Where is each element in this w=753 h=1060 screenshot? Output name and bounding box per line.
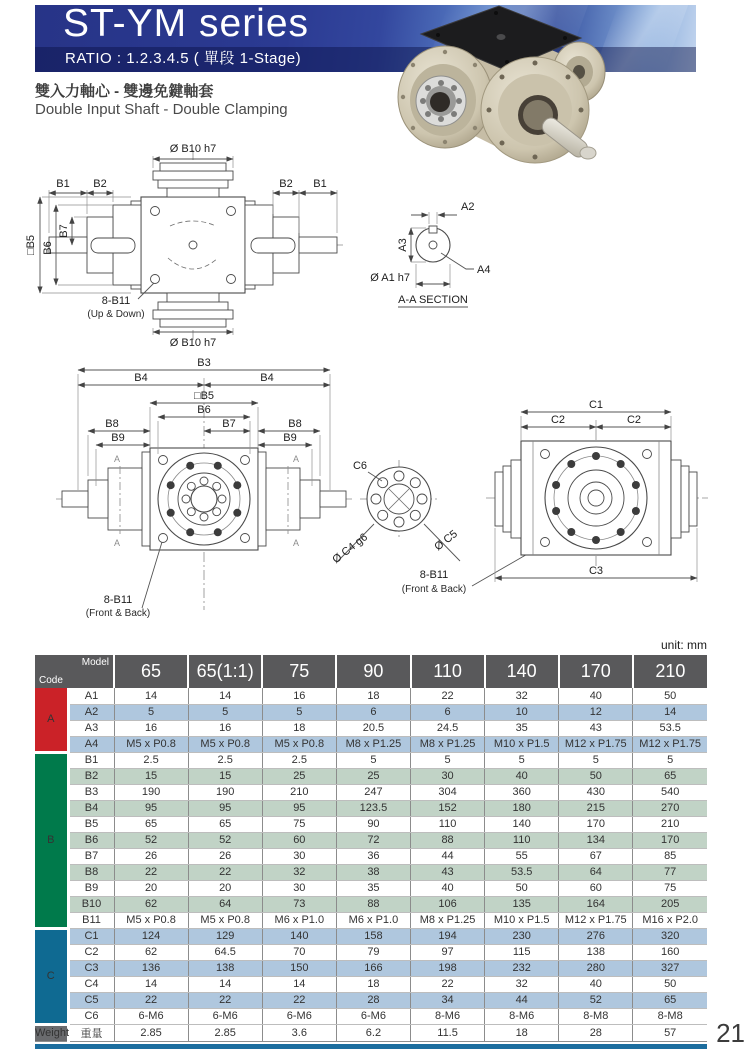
table-row xyxy=(35,976,707,992)
dim-label-b5: □B5 xyxy=(25,234,37,256)
cell-value: 276 xyxy=(559,928,633,944)
cell-value: 44 xyxy=(485,992,559,1008)
table-row xyxy=(35,768,707,784)
cell-value: 16 xyxy=(114,720,188,736)
cell-value: 28 xyxy=(336,992,410,1008)
cell-value: 20.5 xyxy=(336,720,410,736)
group-label-b: B xyxy=(35,752,68,928)
drawing-side-view xyxy=(486,399,708,582)
cell-value: 25 xyxy=(262,768,336,784)
cell-value: 75 xyxy=(262,816,336,832)
cell-value: 3.6 xyxy=(262,1024,336,1041)
cell-value: 6 xyxy=(336,704,410,720)
table-row xyxy=(35,928,707,944)
cell-value: 190 xyxy=(114,784,188,800)
weight-label: Weight xyxy=(35,1024,68,1041)
cell-value: 22 xyxy=(188,992,262,1008)
group-label-c: C xyxy=(35,928,68,1024)
cell-value: 5 xyxy=(633,752,707,768)
cell-value: 14 xyxy=(114,976,188,992)
cell-value: 170 xyxy=(559,816,633,832)
cell-value: 44 xyxy=(411,848,485,864)
cell-value: 106 xyxy=(411,896,485,912)
model-column-header: 110 xyxy=(411,655,485,688)
row-code: A4 xyxy=(68,736,114,752)
cell-value: 2.85 xyxy=(188,1024,262,1041)
dim-label-b5-front: □B5 xyxy=(193,390,215,402)
cell-value: 73 xyxy=(262,896,336,912)
row-code: B10 xyxy=(68,896,114,912)
cell-value: 70 xyxy=(262,944,336,960)
ratio-label: RATIO : 1.2.3.4.5 ( 單段 1-Stage) xyxy=(65,50,302,67)
cell-value: 95 xyxy=(114,800,188,816)
row-code: B6 xyxy=(68,832,114,848)
cut-plane-label: A xyxy=(114,454,121,464)
cell-value: M5 x P0.8 xyxy=(114,736,188,752)
bolt-note-side: 8-B11 xyxy=(419,569,449,581)
cell-value: M16 x P2.0 xyxy=(633,912,707,928)
cell-value: 2.85 xyxy=(114,1024,188,1041)
cell-value: 85 xyxy=(633,848,707,864)
cell-value: 88 xyxy=(336,896,410,912)
cell-value: 205 xyxy=(633,896,707,912)
cell-value: 36 xyxy=(336,848,410,864)
subtitle-english: Double Input Shaft - Double Clamping xyxy=(35,101,288,118)
drawing-top-view xyxy=(25,143,345,349)
model-column-header: 65 xyxy=(114,655,188,688)
cell-value: 129 xyxy=(188,928,262,944)
row-code: A2 xyxy=(68,704,114,720)
row-code: B1 xyxy=(68,752,114,768)
table-row xyxy=(35,832,707,848)
cell-value: 136 xyxy=(114,960,188,976)
dim-label-c5: Ø C5 xyxy=(432,528,460,554)
cell-value: 35 xyxy=(485,720,559,736)
cell-value: 43 xyxy=(559,720,633,736)
cell-value: 28 xyxy=(559,1024,633,1041)
bolt-note-side-2: (Front & Back) xyxy=(401,584,467,595)
cell-value: M12 x P1.75 xyxy=(559,736,633,752)
cell-value: 2.5 xyxy=(262,752,336,768)
table-header-row xyxy=(35,655,707,688)
cut-plane-label: A xyxy=(114,538,121,548)
cell-value: 16 xyxy=(262,688,336,704)
page-number: 21 xyxy=(716,1018,745,1048)
cell-value: 72 xyxy=(336,832,410,848)
cell-value: 138 xyxy=(188,960,262,976)
cell-value: 6.2 xyxy=(336,1024,410,1041)
cell-value: 360 xyxy=(485,784,559,800)
model-code-header xyxy=(35,655,114,688)
cell-value: 140 xyxy=(485,816,559,832)
row-code: C4 xyxy=(68,976,114,992)
cell-value: 5 xyxy=(336,752,410,768)
cell-value: 26 xyxy=(114,848,188,864)
cell-value: M5 x P0.8 xyxy=(188,736,262,752)
table-body xyxy=(35,688,707,1041)
dim-label-a1: Ø A1 h7 xyxy=(370,272,410,284)
cell-value: 158 xyxy=(336,928,410,944)
cell-value: M12 x P1.75 xyxy=(633,736,707,752)
row-code: C1 xyxy=(68,928,114,944)
cell-value: 22 xyxy=(114,992,188,1008)
cell-value: 166 xyxy=(336,960,410,976)
cell-value: 5 xyxy=(559,752,633,768)
cell-value: 22 xyxy=(114,864,188,880)
cell-value: 138 xyxy=(559,944,633,960)
cell-value: M8 x P1.25 xyxy=(411,736,485,752)
dim-label-a4: A4 xyxy=(477,264,491,276)
cell-value: 198 xyxy=(411,960,485,976)
cell-value: 65 xyxy=(114,816,188,832)
cell-value: 77 xyxy=(633,864,707,880)
cell-value: 5 xyxy=(188,704,262,720)
row-code: C3 xyxy=(68,960,114,976)
cell-value: 50 xyxy=(559,768,633,784)
cell-value: M5 x P0.8 xyxy=(262,736,336,752)
cell-value: 5 xyxy=(114,704,188,720)
cell-value: 30 xyxy=(262,848,336,864)
row-code: A1 xyxy=(68,688,114,704)
cell-value: 53.5 xyxy=(485,864,559,880)
technical-drawings xyxy=(0,138,753,643)
cell-value: 38 xyxy=(336,864,410,880)
dim-label-b7-front: B7 xyxy=(222,418,236,430)
cell-value: 18 xyxy=(336,688,410,704)
cell-value: 32 xyxy=(262,864,336,880)
cell-value: 180 xyxy=(485,800,559,816)
cell-value: 14 xyxy=(633,704,707,720)
cell-value: 64.5 xyxy=(188,944,262,960)
cut-plane-label: A xyxy=(293,538,300,548)
unit-label: unit: mm xyxy=(660,638,707,652)
cell-value: 5 xyxy=(485,752,559,768)
row-code: B4 xyxy=(68,800,114,816)
table-row xyxy=(35,704,707,720)
cell-value: M5 x P0.8 xyxy=(114,912,188,928)
row-code: B11 xyxy=(68,912,114,928)
cell-value: 210 xyxy=(633,816,707,832)
table-row xyxy=(35,896,707,912)
cell-value: 95 xyxy=(262,800,336,816)
table-row xyxy=(35,1008,707,1024)
dim-label-c1: C1 xyxy=(588,399,604,411)
drawing-aa-section xyxy=(370,201,490,307)
cell-value: 22 xyxy=(411,976,485,992)
cell-value: 210 xyxy=(262,784,336,800)
dim-label-a2: A2 xyxy=(461,201,475,213)
cell-value: M10 x P1.5 xyxy=(485,736,559,752)
weight-row xyxy=(35,1024,707,1041)
model-column-header: 210 xyxy=(633,655,707,688)
cell-value: 15 xyxy=(114,768,188,784)
cell-value: 170 xyxy=(633,832,707,848)
dim-label-b6: B6 xyxy=(42,241,54,255)
row-code: C6 xyxy=(68,1008,114,1024)
cell-value: 124 xyxy=(114,928,188,944)
row-code: B8 xyxy=(68,864,114,880)
cell-value: 52 xyxy=(188,832,262,848)
drawing-front-view xyxy=(56,357,352,619)
dim-label-b6-front: B6 xyxy=(197,404,211,416)
cell-value: 50 xyxy=(633,688,707,704)
dim-label-b9-left: B9 xyxy=(111,432,125,444)
dim-label-b10-bottom: Ø B10 h7 xyxy=(169,337,217,349)
series-title: ST-YM series xyxy=(63,5,310,45)
cell-value: 90 xyxy=(336,816,410,832)
table-row xyxy=(35,960,707,976)
cell-value: 53.5 xyxy=(633,720,707,736)
dim-label-b2-right: B2 xyxy=(279,178,293,190)
cell-value: 26 xyxy=(188,848,262,864)
cell-value: 60 xyxy=(262,832,336,848)
table-row xyxy=(35,992,707,1008)
dimension-table xyxy=(35,655,707,1042)
dim-label-b3: B3 xyxy=(197,357,211,369)
cell-value: 6-M6 xyxy=(336,1008,410,1024)
cell-value: 30 xyxy=(262,880,336,896)
table-row xyxy=(35,688,707,704)
cell-value: 320 xyxy=(633,928,707,944)
cell-value: 79 xyxy=(336,944,410,960)
cell-value: 18 xyxy=(262,720,336,736)
cell-value: 34 xyxy=(411,992,485,1008)
cell-value: 5 xyxy=(411,752,485,768)
cell-value: 110 xyxy=(485,832,559,848)
cell-value: 40 xyxy=(411,880,485,896)
cell-value: 6-M6 xyxy=(114,1008,188,1024)
row-code: B7 xyxy=(68,848,114,864)
cell-value: 115 xyxy=(485,944,559,960)
table-row xyxy=(35,736,707,752)
cell-value: 18 xyxy=(336,976,410,992)
cell-value: 52 xyxy=(559,992,633,1008)
cell-value: 150 xyxy=(262,960,336,976)
bolt-note-front-2: (Front & Back) xyxy=(85,608,151,619)
cell-value: 65 xyxy=(633,992,707,1008)
cell-value: 8-M6 xyxy=(485,1008,559,1024)
group-label-a: A xyxy=(35,688,68,752)
cell-value: 22 xyxy=(188,864,262,880)
cell-value: 280 xyxy=(559,960,633,976)
cell-value: 123.5 xyxy=(336,800,410,816)
cell-value: M12 x P1.75 xyxy=(559,912,633,928)
row-code: B5 xyxy=(68,816,114,832)
row-code: A3 xyxy=(68,720,114,736)
table-row xyxy=(35,752,707,768)
cell-value: M5 x P0.8 xyxy=(188,912,262,928)
table-row xyxy=(35,784,707,800)
cell-value: 35 xyxy=(336,880,410,896)
dim-label-b9-right: B9 xyxy=(283,432,297,444)
bolt-note-top-2: (Up & Down) xyxy=(87,309,145,320)
cell-value: 22 xyxy=(411,688,485,704)
weight-code: 重量 xyxy=(68,1024,114,1041)
model-column-header: 75 xyxy=(262,655,336,688)
model-label: Model xyxy=(81,657,109,668)
cell-value: 190 xyxy=(188,784,262,800)
cell-value: 95 xyxy=(188,800,262,816)
cell-value: 50 xyxy=(485,880,559,896)
bolt-note-front: 8-B11 xyxy=(103,594,133,606)
cell-value: 30 xyxy=(411,768,485,784)
cell-value: 20 xyxy=(114,880,188,896)
dim-label-b2-left: B2 xyxy=(93,178,107,190)
cell-value: 215 xyxy=(559,800,633,816)
cell-value: 25 xyxy=(336,768,410,784)
cell-value: 14 xyxy=(114,688,188,704)
dim-label-b4-left: B4 xyxy=(134,372,148,384)
table-wrap xyxy=(35,655,707,1049)
cell-value: 11.5 xyxy=(411,1024,485,1041)
dim-label-c2-left: C2 xyxy=(550,414,566,426)
cell-value: 60 xyxy=(559,880,633,896)
cell-value: M6 x P1.0 xyxy=(262,912,336,928)
cell-value: 247 xyxy=(336,784,410,800)
row-code: C5 xyxy=(68,992,114,1008)
dim-label-b10-top: Ø B10 h7 xyxy=(169,143,217,155)
dim-label-c2-right: C2 xyxy=(626,414,642,426)
table-row xyxy=(35,880,707,896)
cell-value: 40 xyxy=(559,688,633,704)
cell-value: 62 xyxy=(114,944,188,960)
model-column-header: 65(1:1) xyxy=(188,655,262,688)
model-column-header: 90 xyxy=(336,655,410,688)
table-row xyxy=(35,816,707,832)
row-code: B9 xyxy=(68,880,114,896)
dim-label-b8-left: B8 xyxy=(105,418,119,430)
dim-label-c6: C6 xyxy=(352,460,368,472)
cell-value: 65 xyxy=(188,816,262,832)
cell-value: 12 xyxy=(559,704,633,720)
cell-value: 2.5 xyxy=(114,752,188,768)
cell-value: 6 xyxy=(411,704,485,720)
dim-label-b1-left: B1 xyxy=(56,178,70,190)
code-label: Code xyxy=(39,675,63,686)
model-column-header: 170 xyxy=(559,655,633,688)
cell-value: 304 xyxy=(411,784,485,800)
cell-value: 43 xyxy=(411,864,485,880)
cell-value: 52 xyxy=(114,832,188,848)
cell-value: 24.5 xyxy=(411,720,485,736)
cell-value: 194 xyxy=(411,928,485,944)
cell-value: 62 xyxy=(114,896,188,912)
cut-plane-label: A xyxy=(293,454,300,464)
table-row xyxy=(35,720,707,736)
model-column-header: 140 xyxy=(485,655,559,688)
cell-value: 18 xyxy=(485,1024,559,1041)
row-code: B3 xyxy=(68,784,114,800)
dim-label-c4: Ø C4 g6 xyxy=(330,531,370,566)
table-row xyxy=(35,944,707,960)
cell-value: 164 xyxy=(559,896,633,912)
cell-value: 14 xyxy=(262,976,336,992)
dim-label-b4-right: B4 xyxy=(260,372,274,384)
cell-value: 6-M6 xyxy=(188,1008,262,1024)
cell-value: 134 xyxy=(559,832,633,848)
cell-value: 232 xyxy=(485,960,559,976)
cell-value: 40 xyxy=(485,768,559,784)
cell-value: 152 xyxy=(411,800,485,816)
cell-value: 430 xyxy=(559,784,633,800)
cell-value: 14 xyxy=(188,688,262,704)
cell-value: 270 xyxy=(633,800,707,816)
cell-value: 15 xyxy=(188,768,262,784)
cell-value: 135 xyxy=(485,896,559,912)
row-code: B2 xyxy=(68,768,114,784)
cell-value: 540 xyxy=(633,784,707,800)
table-row xyxy=(35,848,707,864)
cell-value: M8 x P1.25 xyxy=(336,736,410,752)
cell-value: 32 xyxy=(485,688,559,704)
dim-label-b8-right: B8 xyxy=(288,418,302,430)
cell-value: 14 xyxy=(188,976,262,992)
cell-value: 88 xyxy=(411,832,485,848)
dim-label-b1-right: B1 xyxy=(313,178,327,190)
subtitle-chinese: 雙入力軸心 - 雙邊免鍵軸套 xyxy=(35,83,214,100)
cell-value: 8-M8 xyxy=(559,1008,633,1024)
bolt-note-top: 8-B11 xyxy=(101,295,131,307)
row-code: C2 xyxy=(68,944,114,960)
section-caption: A-A SECTION xyxy=(398,294,468,306)
dim-label-b7: B7 xyxy=(58,224,70,238)
cell-value: 10 xyxy=(485,704,559,720)
cell-value: 6-M6 xyxy=(262,1008,336,1024)
cell-value: 20 xyxy=(188,880,262,896)
cell-value: 110 xyxy=(411,816,485,832)
cell-value: 40 xyxy=(559,976,633,992)
cell-value: M8 x P1.25 xyxy=(411,912,485,928)
cell-value: 22 xyxy=(262,992,336,1008)
cell-value: 67 xyxy=(559,848,633,864)
cell-value: 75 xyxy=(633,880,707,896)
cell-value: 57 xyxy=(633,1024,707,1041)
cell-value: 64 xyxy=(559,864,633,880)
cell-value: 8-M6 xyxy=(411,1008,485,1024)
table-row xyxy=(35,800,707,816)
table-row xyxy=(35,864,707,880)
cell-value: 64 xyxy=(188,896,262,912)
cell-value: 2.5 xyxy=(188,752,262,768)
cell-value: 16 xyxy=(188,720,262,736)
cell-value: M10 x P1.5 xyxy=(485,912,559,928)
table-row xyxy=(35,912,707,928)
cell-value: 50 xyxy=(633,976,707,992)
cell-value: M6 x P1.0 xyxy=(336,912,410,928)
cell-value: 55 xyxy=(485,848,559,864)
cell-value: 140 xyxy=(262,928,336,944)
dim-label-a3: A3 xyxy=(397,238,409,252)
cell-value: 97 xyxy=(411,944,485,960)
cell-value: 160 xyxy=(633,944,707,960)
bottom-rule xyxy=(35,1044,707,1049)
cell-value: 5 xyxy=(262,704,336,720)
cell-value: 327 xyxy=(633,960,707,976)
cell-value: 8-M8 xyxy=(633,1008,707,1024)
cell-value: 65 xyxy=(633,768,707,784)
cell-value: 230 xyxy=(485,928,559,944)
dim-label-c3: C3 xyxy=(588,565,604,577)
cell-value: 32 xyxy=(485,976,559,992)
